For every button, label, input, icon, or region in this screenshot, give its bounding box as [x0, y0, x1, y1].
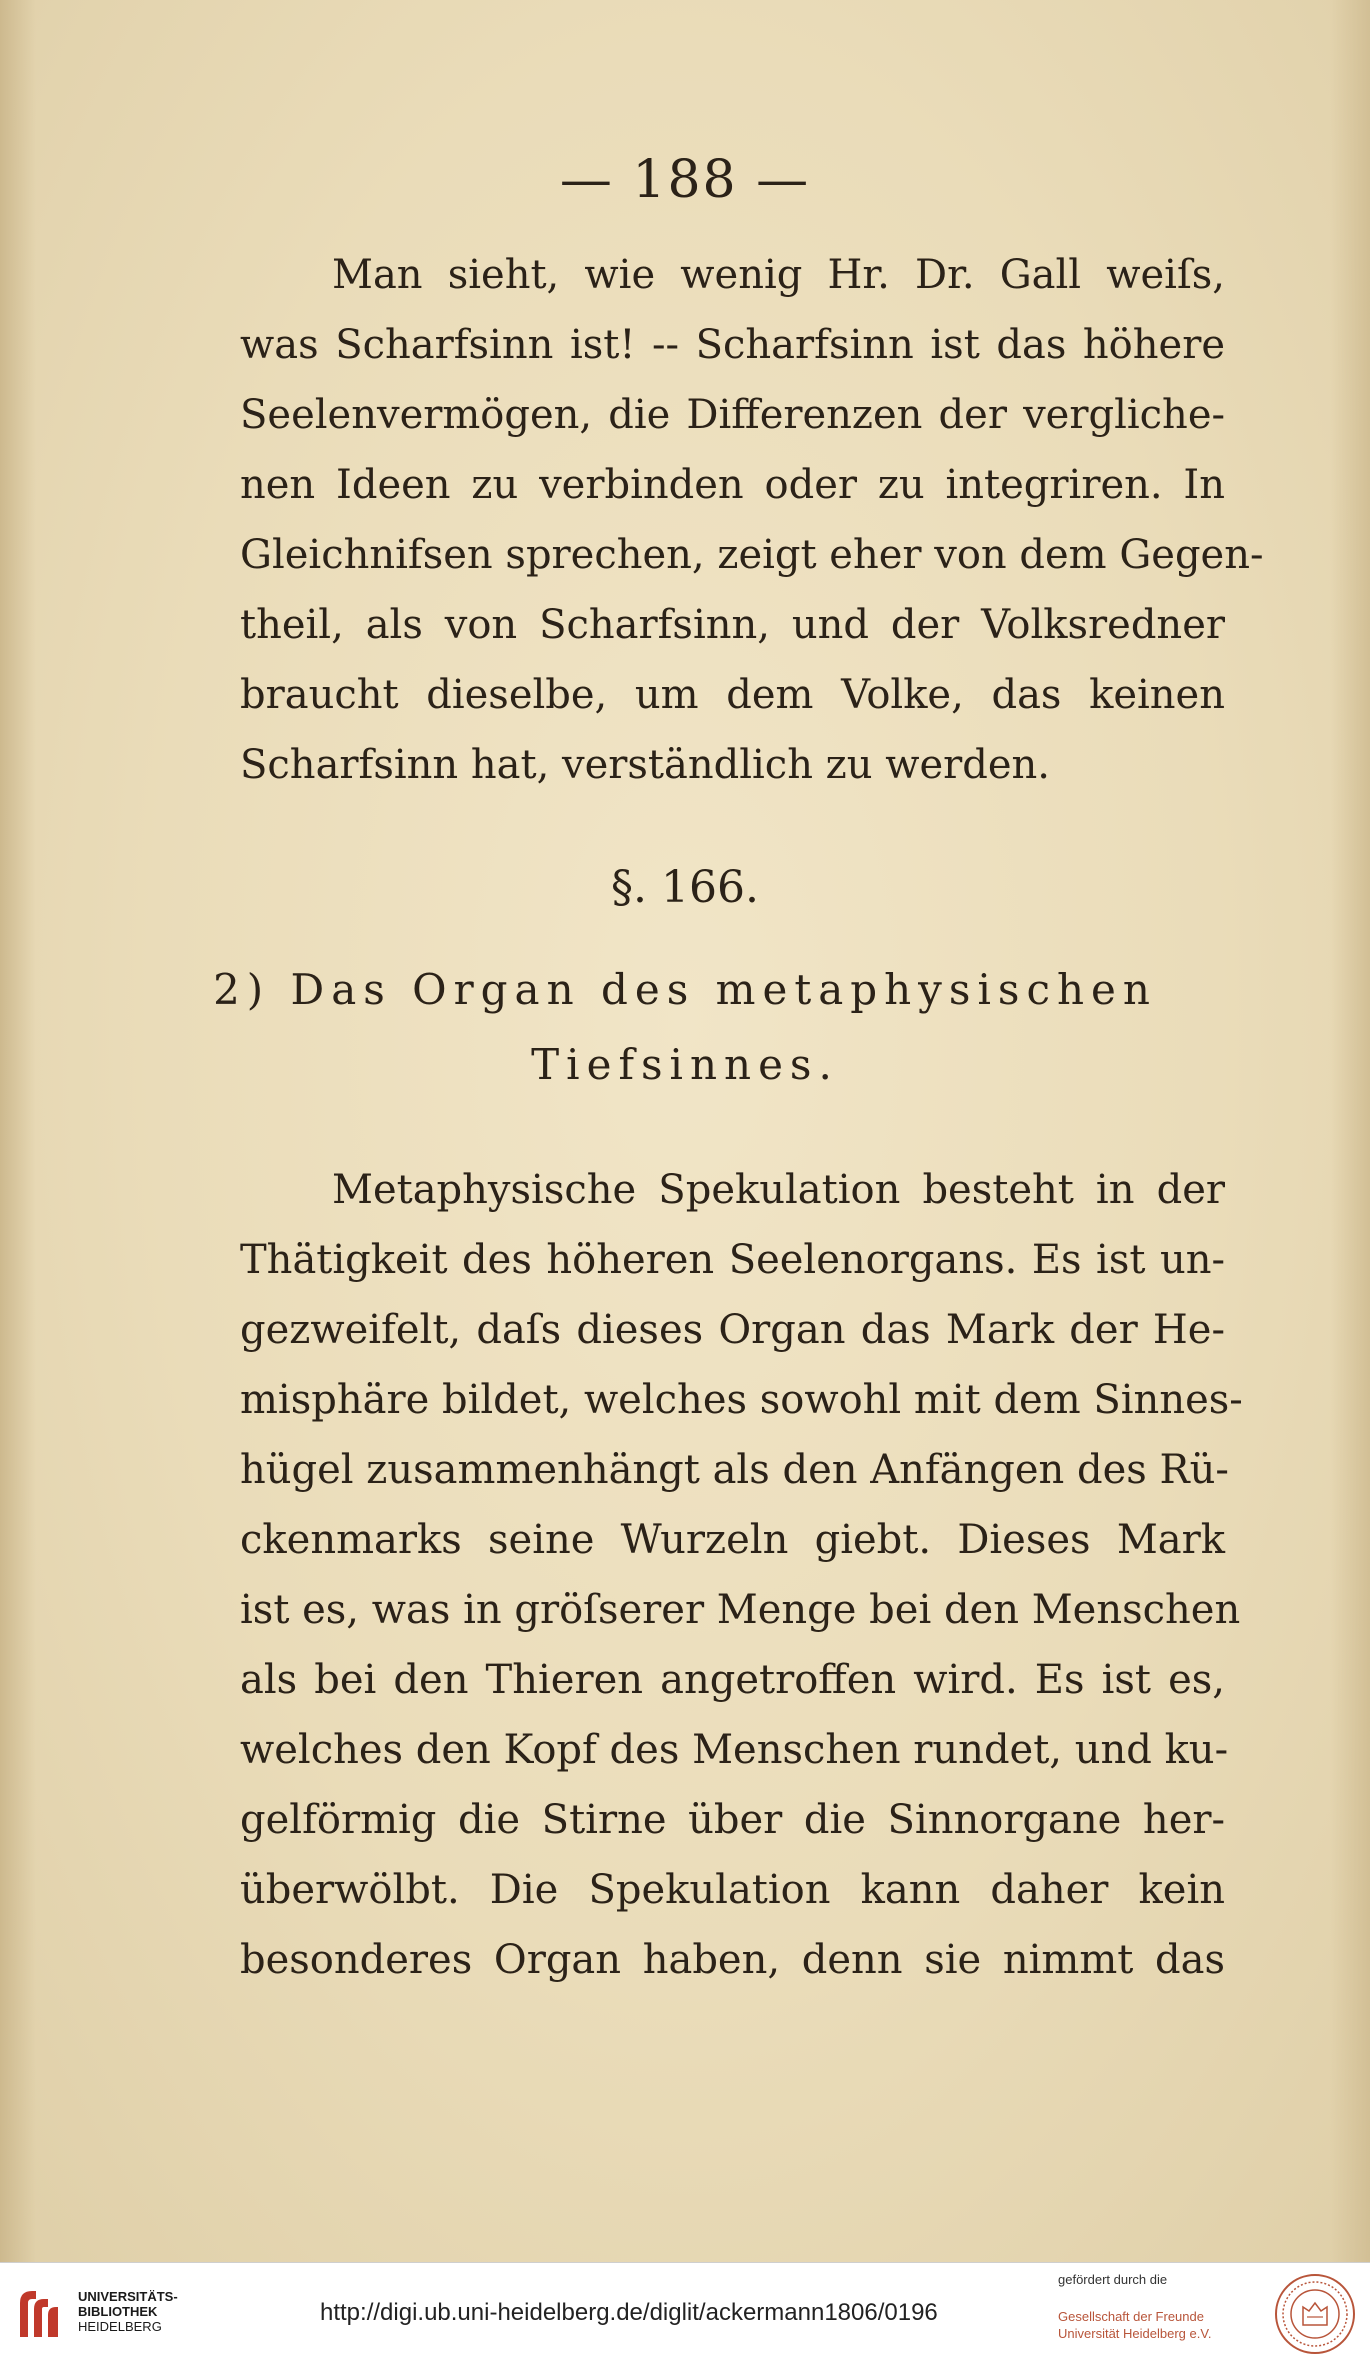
text-line: theil, als von Scharfsinn, und der Volksredner [240, 602, 1225, 648]
text-line: Scharfsinn hat, verständlich zu werden. [240, 742, 1051, 788]
footer-bar [0, 2262, 1370, 2363]
text-line: was Scharfsinn ist! -- Scharfsinn ist das höhere [240, 322, 1225, 368]
text-line: gezweifelt, daſs dieses Organ das Mark der He- [240, 1307, 1225, 1353]
university-seal-icon [1274, 2273, 1356, 2355]
library-name [78, 2289, 178, 2334]
sponsor-name: Universität Heidelberg e.V. [1058, 2326, 1212, 2341]
text-line: ckenmarks seine Wurzeln giebt. Dieses Mark [240, 1517, 1225, 1563]
text-line: Man sieht, wie wenig Hr. Dr. Gall weiſs, [332, 252, 1225, 298]
text-line: als bei den Thieren angetroffen wird. Es ist es, [240, 1657, 1225, 1703]
text-line: misphäre bildet, welches sowohl mit dem Sinnes- [240, 1377, 1243, 1423]
sponsor-name: Gesellschaft der Freunde [1058, 2309, 1204, 2324]
permalink-url[interactable]: http://digi.ub.uni-heidelberg.de/diglit/ackermann1806/0196 [320, 2299, 938, 2326]
paragraph-2 [240, 1155, 1243, 1995]
text-line: Seelenvermögen, die Differenzen der vergliche- [240, 392, 1225, 438]
library-name-line: BIBLIOTHEK [78, 2304, 158, 2319]
text-line: welches den Kopf des Menschen rundet, und ku- [240, 1727, 1229, 1773]
text-line: Thätigkeit des höheren Seelenorgans. Es ist un- [240, 1237, 1225, 1283]
text-line: nen Ideen zu verbinden oder zu integriren. In [240, 462, 1225, 508]
sponsor-block [1058, 2271, 1258, 2342]
text-line: gelförmig die Stirne über die Sinnorgane her- [240, 1797, 1225, 1843]
text-line: hügel zusammenhängt als den Anfängen des Rü- [240, 1447, 1229, 1493]
text-line: Metaphysische Spekulation besteht in der [332, 1167, 1225, 1213]
page-number: — 188 — [559, 150, 811, 210]
section-number: §. 166. [611, 862, 759, 913]
library-name-line: UNIVERSITÄTS- [78, 2289, 178, 2304]
text-line: braucht dieselbe, um dem Volke, das keinen [240, 672, 1225, 718]
text-line: besonderes Organ haben, denn sie nimmt das [240, 1937, 1225, 1983]
text-line: Gleichnifsen sprechen, zeigt eher von dem Gegen- [240, 532, 1264, 578]
paragraph-1 [240, 240, 1264, 800]
section-heading: 2) Das Organ des metaphysischen [213, 965, 1157, 1014]
text-line: überwölbt. Die Spekulation kann daher kein [240, 1867, 1225, 1913]
sponsor-label: gefördert durch die [1058, 2272, 1168, 2287]
text-line: ist es, was in gröſserer Menge bei den Menschen [240, 1587, 1241, 1633]
library-name-line: HEIDELBERG [78, 2319, 162, 2334]
library-logo-icon [14, 2285, 64, 2343]
section-heading-continued: Tiefsinnes. [531, 1040, 839, 1089]
